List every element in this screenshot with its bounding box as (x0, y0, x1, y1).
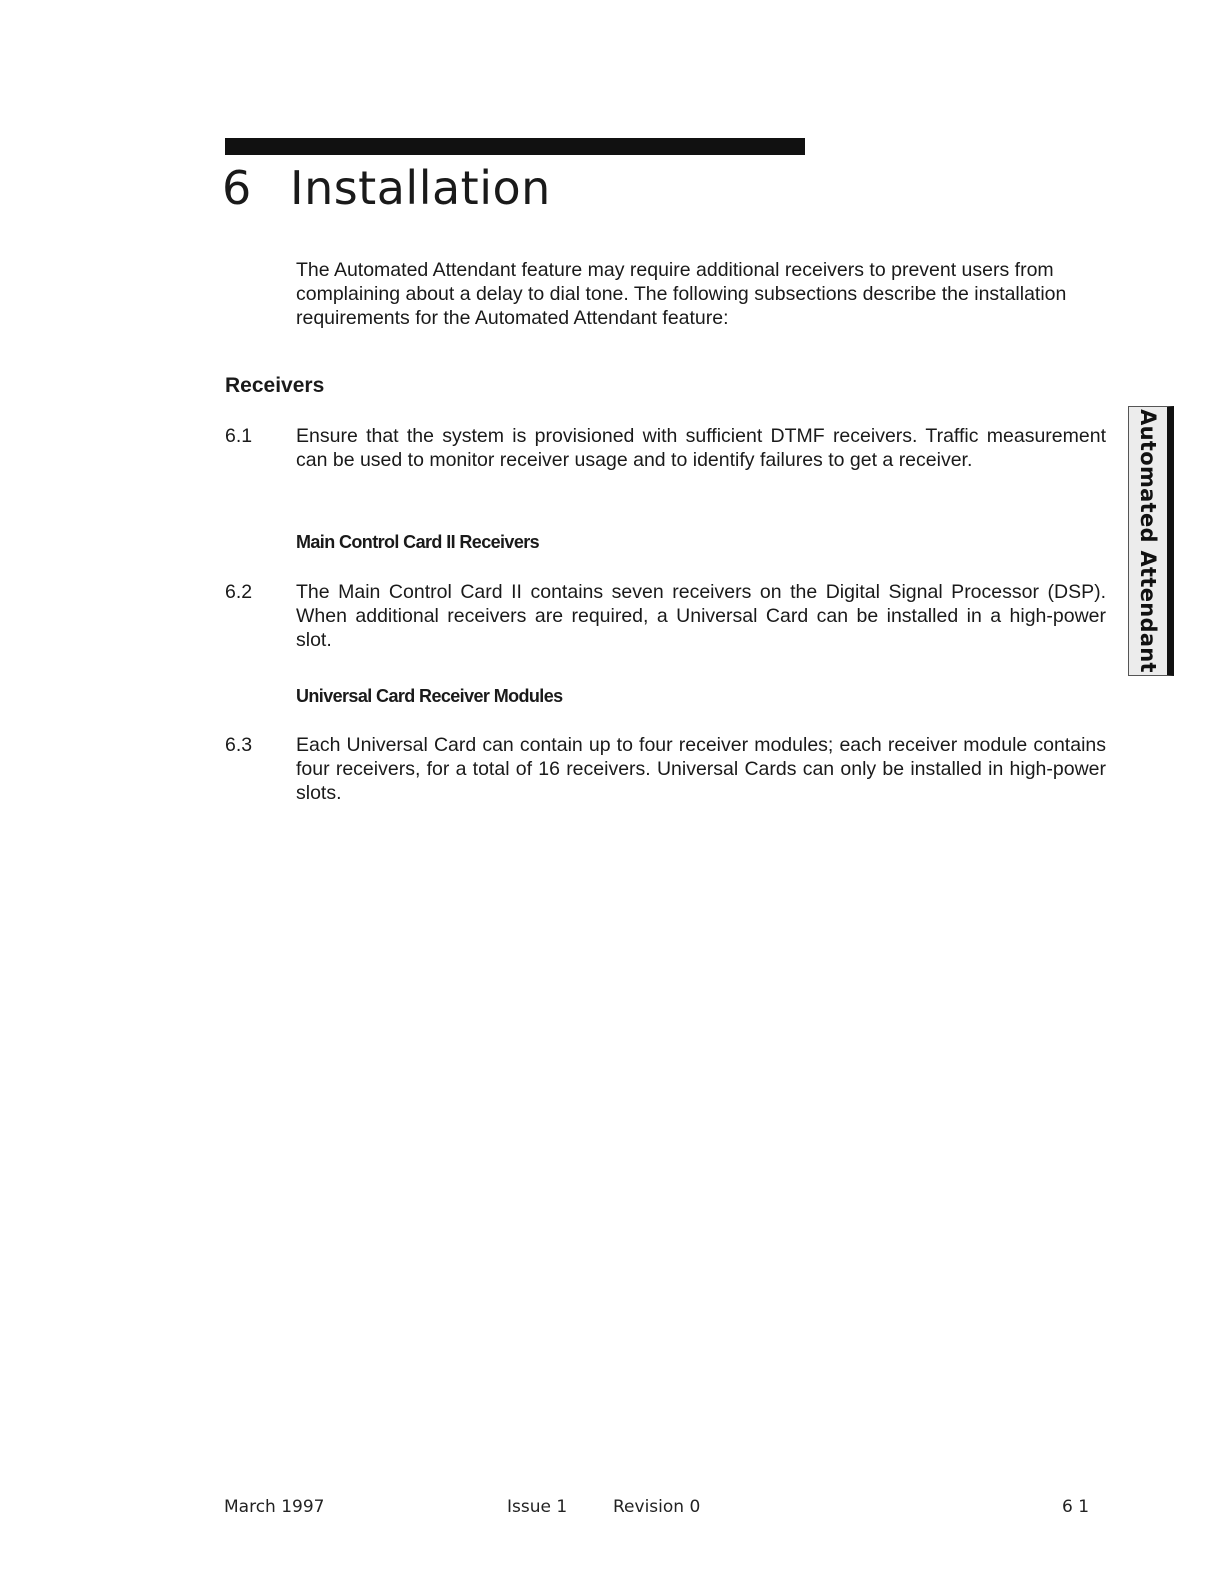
footer-revision: Revision 0 (613, 1497, 701, 1517)
chapter-heading (222, 158, 551, 218)
paragraph-number: 6.2 (225, 581, 253, 603)
intro-paragraph: The Automated Attendant feature may require additional receivers to prevent users from complaining about a delay to dial tone. The following subsections describe the installation requirements for the Automated Attendant feature: (296, 259, 1067, 329)
paragraph-text: The Main Control Card II contains seven receivers on the Digital Signal Processor (DSP). When additional receivers are required, a Universal Card can be installed in a high-power slot. (296, 581, 1106, 651)
paragraph-text: Each Universal Card can contain up to four receiver modules; each receiver module contains four receivers, for a total of 16 receivers. Universal Cards can only be installed in high-power slots. (296, 734, 1106, 804)
side-tab-label: Automated Attendant (1136, 409, 1160, 673)
footer-issue: Issue 1 (507, 1497, 568, 1517)
chapter-rule (225, 138, 805, 155)
paragraph-text: Ensure that the system is provisioned with sufficient DTMF receivers. Traffic measurement can be used to monitor receiver usage and to identify failures to get a receiver. (296, 425, 1106, 471)
chapter-title: Installation (290, 161, 551, 215)
footer-page-number: 6 1 (1062, 1497, 1090, 1517)
footer-date: March 1997 (224, 1497, 325, 1517)
subheading-universal-card: Universal Card Receiver Modules (296, 686, 563, 706)
paragraph-number: 6.1 (225, 425, 253, 447)
section-heading-receivers: Receivers (225, 374, 325, 397)
paragraph-number: 6.3 (225, 734, 253, 756)
side-tab (1128, 406, 1174, 676)
chapter-number: 6 (222, 161, 252, 215)
subheading-main-control-card: Main Control Card II Receivers (296, 532, 540, 552)
